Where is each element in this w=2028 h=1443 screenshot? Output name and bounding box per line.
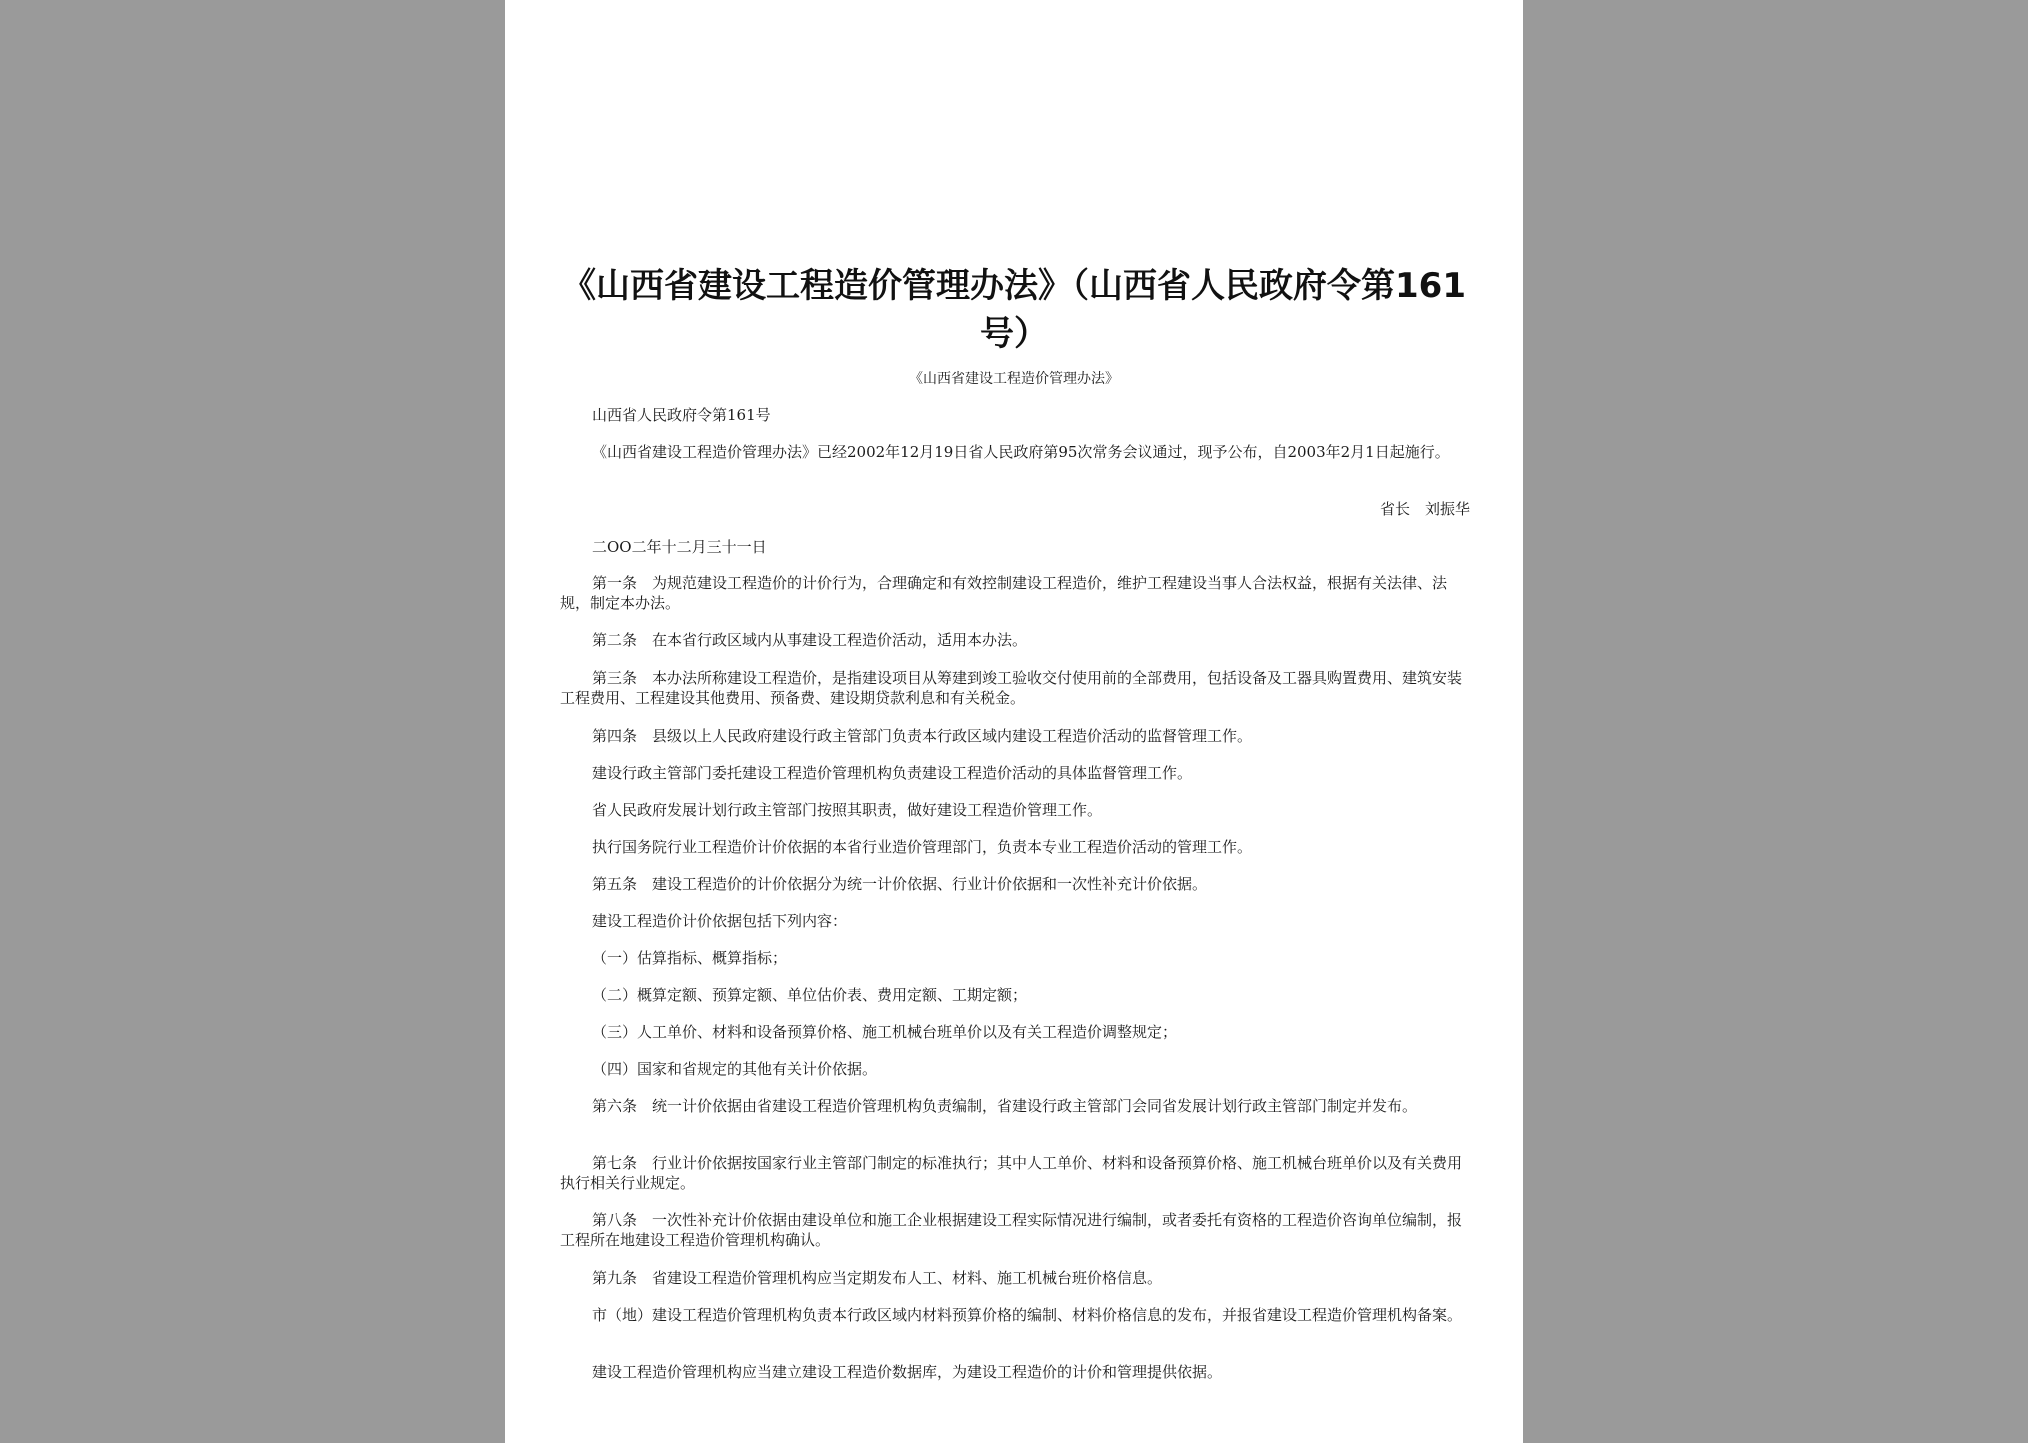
list-item: （四）国家和省规定的其他有关计价依据。 <box>592 1060 878 1078</box>
list-item: （一）估算指标、概算指标； <box>592 949 788 967</box>
document-subtitle: 《山西省建设工程造价管理办法》 <box>909 371 1119 387</box>
article-paragraph: 第三条 本办法所称建设工程造价，是指建设项目从筹建到竣工验收交付使用前的全部费用，包括设备及工器具购置费用、建筑安装工程费用、工程建设其他费用、预备费、建设期贷款利息和有关税金。 <box>560 669 1463 707</box>
order-number: 山西省人民政府令第161号 <box>592 406 771 424</box>
article-paragraph: 执行国务院行业工程造价计价依据的本省行业造价管理部门，负责本专业工程造价活动的管理工作。 <box>592 838 1253 856</box>
article-paragraph: 第五条 建设工程造价的计价依据分为统一计价依据、行业计价依据和一次性补充计价依据。 <box>592 875 1208 893</box>
article-paragraph: 第八条 一次性补充计价依据由建设单位和施工企业根据建设工程实际情况进行编制，或者委托有资格的工程造价咨询单位编制，报工程所在地建设工程造价管理机构确认。 <box>560 1211 1463 1249</box>
article-paragraph: 第七条 行业计价依据按国家行业主管部门制定的标准执行；其中人工单价、材料和设备预算价格、施工机械台班单价以及有关费用执行相关行业规定。 <box>560 1154 1463 1192</box>
issue-date: 二OO二年十二月三十一日 <box>592 538 767 556</box>
article-paragraph: 省人民政府发展计划行政主管部门按照其职责，做好建设工程造价管理工作。 <box>592 801 1103 819</box>
document-page <box>505 0 1523 1443</box>
article-paragraph: 市（地）建设工程造价管理机构负责本行政区域内材料预算价格的编制、材料价格信息的发布，并报省建设工程造价管理机构备案。 <box>592 1306 1463 1324</box>
signer: 省长 刘振华 <box>1379 500 1470 518</box>
article-paragraph: 第九条 省建设工程造价管理机构应当定期发布人工、材料、施工机械台班价格信息。 <box>592 1269 1163 1287</box>
document-title: 《山西省建设工程造价管理办法》（山西省人民政府令第161号） <box>562 266 1466 354</box>
list-item: （二）概算定额、预算定额、单位估价表、费用定额、工期定额； <box>592 986 1028 1004</box>
article-paragraph: 第六条 统一计价依据由省建设工程造价管理机构负责编制，省建设行政主管部门会同省发展计划行政主管部门制定并发布。 <box>592 1097 1418 1115</box>
article-paragraph: 建设工程造价管理机构应当建立建设工程造价数据库，为建设工程造价的计价和管理提供依据。 <box>592 1363 1223 1381</box>
preamble: 《山西省建设工程造价管理办法》已经2002年12月19日省人民政府第95次常务会议通过，现予公布，自2003年2月1日起施行。 <box>592 443 1450 461</box>
article-paragraph: 第四条 县级以上人民政府建设行政主管部门负责本行政区域内建设工程造价活动的监督管理工作。 <box>592 727 1253 745</box>
list-item: （三）人工单价、材料和设备预算价格、施工机械台班单价以及有关工程造价调整规定； <box>592 1023 1178 1041</box>
article-paragraph: 建设行政主管部门委托建设工程造价管理机构负责建设工程造价活动的具体监督管理工作。 <box>592 764 1193 782</box>
article-paragraph: 第一条 为规范建设工程造价的计价行为，合理确定和有效控制建设工程造价，维护工程建设当事人合法权益，根据有关法律、法规，制定本办法。 <box>560 574 1448 612</box>
article-paragraph: 第二条 在本省行政区域内从事建设工程造价活动，适用本办法。 <box>592 631 1028 649</box>
article-paragraph: 建设工程造价计价依据包括下列内容： <box>592 912 848 930</box>
